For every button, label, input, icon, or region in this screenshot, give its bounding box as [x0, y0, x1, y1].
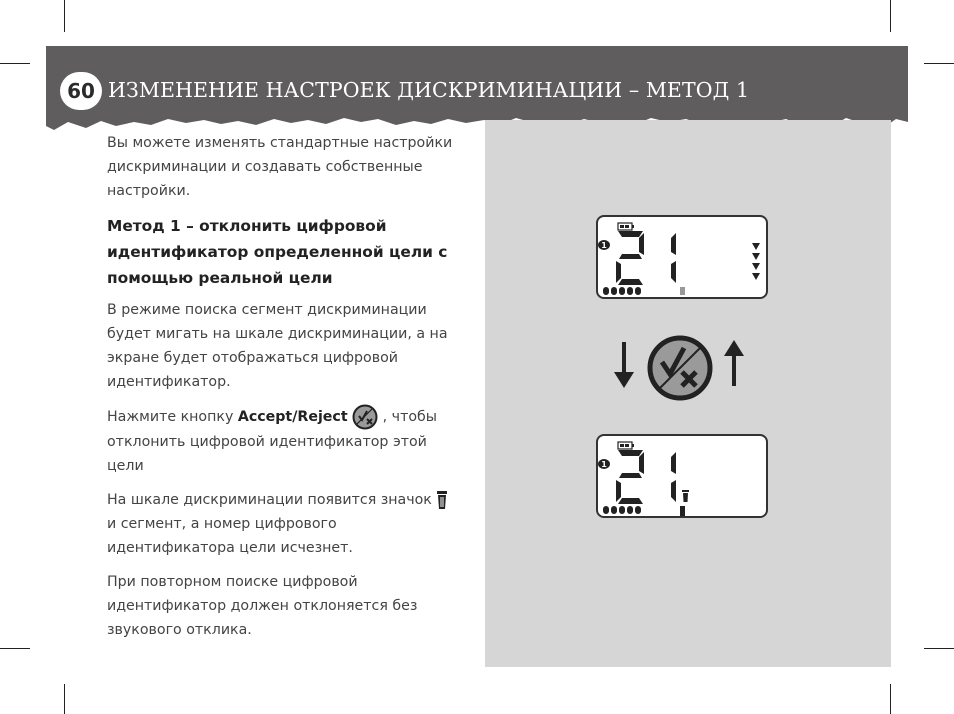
trash-icon [436, 490, 448, 510]
battery-icon [618, 223, 634, 230]
mode-badge [598, 459, 610, 469]
crop-mark [890, 684, 891, 714]
up-arrow-icon [724, 340, 744, 386]
trash-paragraph [107, 488, 459, 560]
press-text: Нажмите кнопку [107, 409, 238, 425]
text-column [107, 131, 459, 652]
press-text-rest: , чтобы отклонить цифровой идентификатор этой цели [107, 409, 437, 474]
crop-mark [924, 63, 954, 64]
press-button-paragraph [107, 404, 459, 478]
mode-badge [598, 240, 610, 250]
trash-text-rest: и сегмент, а номер цифрового идентификатора цели исчезнет. [107, 516, 353, 556]
battery-icon [618, 442, 634, 449]
transition-graphic [610, 328, 746, 412]
page-title: ИЗМЕНЕНИЕ НАСТРОЕК ДИСКРИМИНАЦИИ – МЕТОД 1 [108, 78, 750, 102]
disc-scale [602, 287, 685, 297]
intro-paragraph: Вы можете изменять стандартные настройки дискриминации и создавать собственные настройки. [107, 135, 453, 199]
crop-mark [64, 0, 65, 32]
method-heading: Метод 1 – отклонить цифровой идентификатор определенной цели с помощью реальной цели [107, 217, 448, 287]
trash-text: На шкале дискриминации появится значок [107, 492, 437, 508]
accept-reject-label: Accept/Reject [237, 409, 348, 425]
lcd-display-top [596, 215, 768, 299]
crop-mark [890, 0, 891, 32]
svg-text:1: 1 [601, 241, 607, 250]
crop-mark [924, 648, 954, 649]
accept-reject-icon [650, 338, 710, 398]
accept-reject-icon [352, 404, 378, 430]
depth-arrows [752, 243, 760, 280]
trash-icon [682, 490, 689, 502]
down-arrow-icon [614, 342, 634, 388]
svg-text:1: 1 [601, 460, 607, 469]
digit-display [616, 231, 676, 285]
digit-display [616, 450, 676, 504]
crop-mark [64, 684, 65, 714]
lcd-display-bottom [596, 434, 768, 518]
disc-scale [603, 506, 685, 516]
page-number: 60 [60, 72, 102, 110]
crop-mark [0, 648, 30, 649]
research-paragraph: При повторном поиске цифровой идентификатор должен отклоняется без звукового отклика. [107, 574, 418, 638]
crop-mark [0, 63, 30, 64]
search-mode-paragraph: В режиме поиска сегмент дискриминации будет мигать на шкале дискриминации, а на экране будет отображаться цифровой идентификатор. [107, 302, 448, 390]
